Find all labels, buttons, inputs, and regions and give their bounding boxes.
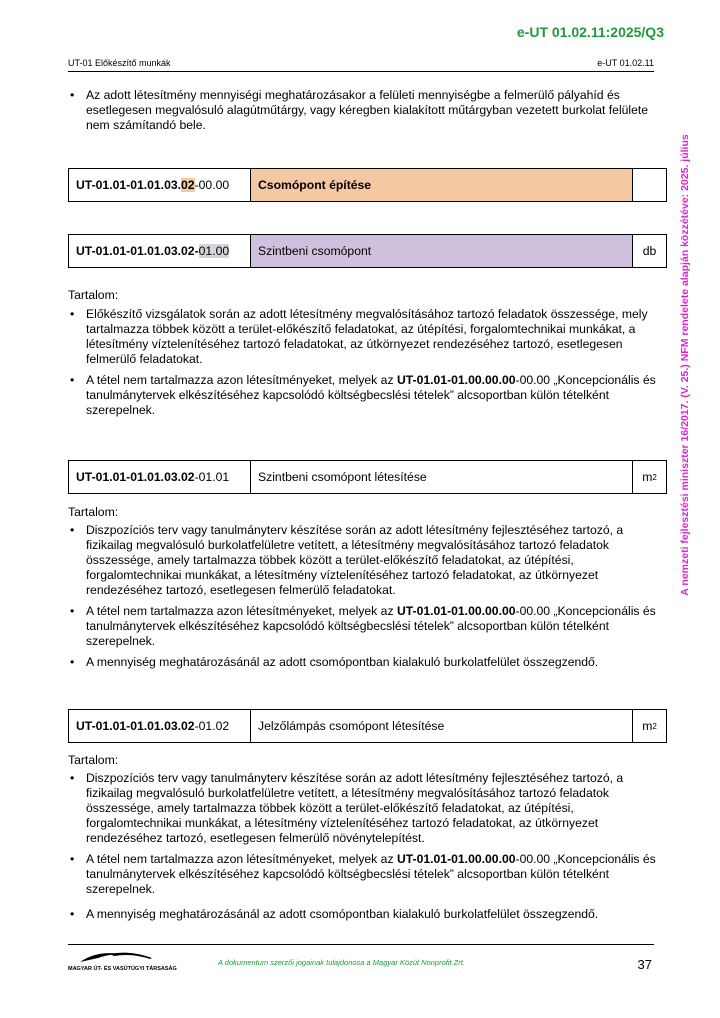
item-code-suffix: -01.01 [194,470,230,484]
item-code-suffix: -00.00 [194,178,230,192]
bullet-text: -00.00 „Koncepcionális és tanulmánytervek elkészítéséhez kapcsolódó költségbecslési tételek” alcsoportban külön tételként szerepelnek. [86,604,656,648]
item-code-highlight: 01.00 [198,244,230,258]
item-code [69,461,251,493]
running-header-left: UT-01 Előkészítő munkák [68,58,171,68]
content-bullet: • Előkészítő vizsgálatok során az adott létesítmény megvalósításához tartozó feladatok összessége, mely tartalmazza többek között a terület-előkészítő feladatokat, az útépítési, forgalomtechnikai munkákat, a létesítmény víztelenítéséhez tartozó feladatokat, az útkörnyezet rendezéséhez tartozó, esetlegesen felmerülő feladatokat. [68,307,658,367]
content-bullet: • A mennyiség meghatározásánál az adott csomópontban kialakuló burkolatfelület összegzendő. [68,655,658,670]
content-bullet: • Diszpozíciós terv vagy tanulmányterv készítése során az adott létesítmény fejlesztéséhez tartozó, a fizikailag megvalósuló burkolatfelületre vetített, a létesítmény megvalósításához tartozó feladatok összessége, amely tartalmazza többek között a terület-előkészítő feladatokat, az útépítési, forgalomtechnikai munkákat, a létesítmény víztelenítéséhez tartozó feladatokat, az útkörnyezet rendezéséhez tartozó, esetlegesen felmerülő növénytelepítést. [68,771,658,846]
unit-base: m [642,719,653,733]
item-table-csomopont-epitese [68,168,667,202]
content-label: Tartalom: [68,753,119,767]
society-logo [68,950,177,972]
running-header [68,58,654,72]
running-header-right: e-UT 01.02.11 [597,58,654,68]
bullet-text: A tétel nem tartalmazza azon létesítményeket, melyek az [86,604,397,618]
item-unit [633,169,666,201]
logo-swoosh-icon [70,950,160,964]
item-code [69,710,251,742]
bullet-code: UT-01.01-01.00.00.00 [396,604,516,618]
content-bullet [68,604,658,649]
item-code-part: UT-01.01-01.01.03. [76,178,182,192]
intro-list [68,88,658,139]
item-title: Csomópont építése [251,169,633,201]
bullet-text: -00.00 „Koncepcionális és tanulmánytervek elkészítéséhez kapcsolódó költségbecslési tételek” alcsoportban külön tételként szerepelnek. [86,852,656,896]
content-bullet: • Diszpozíciós terv vagy tanulmányterv készítése során az adott létesítmény fejlesztéséhez tartozó, a fizikailag megvalósuló burkolatfelületre vetített, a létesítmény megvalósításához tartozó feladatok összessége, amely tartalmazza többek között a terület-előkészítő feladatokat, az útépítési, forgalomtechnikai munkákat, a létesítmény víztelenítéséhez tartozó feladatokat, az útkörnyezet rendezéséhez tartozó, esetlegesen felmerülő feladatokat. [68,523,658,598]
unit-exponent: 2 [652,721,657,731]
bullet-code: UT-01.01-01.00.00.00 [396,373,516,387]
document-code: e-UT 01.02.11:2025/Q3 [516,24,664,40]
item-code-part: UT-01.01-01.01.03.02 [76,470,195,484]
copyright-notice: A dokumentum szerzői jogainak tulajdonosa a Magyar Közút Nonprofit Zrt. [218,958,465,967]
content-bullet [68,373,658,418]
unit-base: m [642,470,653,484]
content-list [68,307,658,424]
content-list [68,771,658,928]
footer-divider [68,944,654,945]
bullet-text: -00.00 „Koncepcionális és tanulmánytervek elkészítéséhez kapcsolódó költségbecslési tételek” alcsoportban külön tételként szerepelnek. [86,373,656,417]
item-unit [633,461,666,493]
bullet-text: A tétel nem tartalmazza azon létesítményeket, melyek az [86,852,397,866]
item-code [69,235,251,267]
content-bullet: • A mennyiség meghatározásánál az adott csomópontban kialakuló burkolatfelület összegzendő. [68,907,658,922]
content-label: Tartalom: [68,505,119,519]
item-title: Szintbeni csomópont létesítése [251,461,633,493]
item-code-part: UT-01.01-01.01.03.02- [76,244,199,258]
logo-text: MAGYAR ÚT- ÉS VASÚTÜGYI TÁRSASÁG [68,966,177,972]
item-unit: db [642,244,657,258]
item-code-part: UT-01.01-01.01.03.02 [76,719,195,733]
item-code-suffix: -01.02 [194,719,230,733]
item-code-highlight: 02 [181,178,195,192]
bullet-code: UT-01.01-01.00.00.00 [396,852,516,866]
bullet-text: A tétel nem tartalmazza azon létesítményeket, melyek az [86,373,397,387]
content-list [68,523,658,676]
item-title: Jelzőlámpás csomópont létesítése [251,710,633,742]
item-title: Szintbeni csomópont [251,235,633,267]
publication-note [676,98,694,631]
content-label: Tartalom: [68,288,119,302]
unit-exponent: 2 [652,472,657,482]
item-table-szintbeni-csomopont [68,234,667,268]
item-table-jelzolampas-letesitese [68,709,667,743]
item-code [69,169,251,201]
content-bullet [68,852,658,897]
publication-note-text: A nemzeti fejlesztési miniszter 16/2017. (V. 25.) NFM rendelete alapján közzétéve: 2025. július [679,133,691,596]
item-unit [633,710,666,742]
intro-bullet: • Az adott létesítmény mennyiségi meghatározásakor a felületi mennyiségbe a felmerülő pályahíd és esetlegesen megvalósuló alagútműtárgy, vagy kéregben kialakított műtárgyban vezetett burkolat felülete nem számítandó bele. [68,88,658,133]
page-number: 37 [637,957,652,972]
item-table-szintbeni-letesitese [68,460,667,494]
